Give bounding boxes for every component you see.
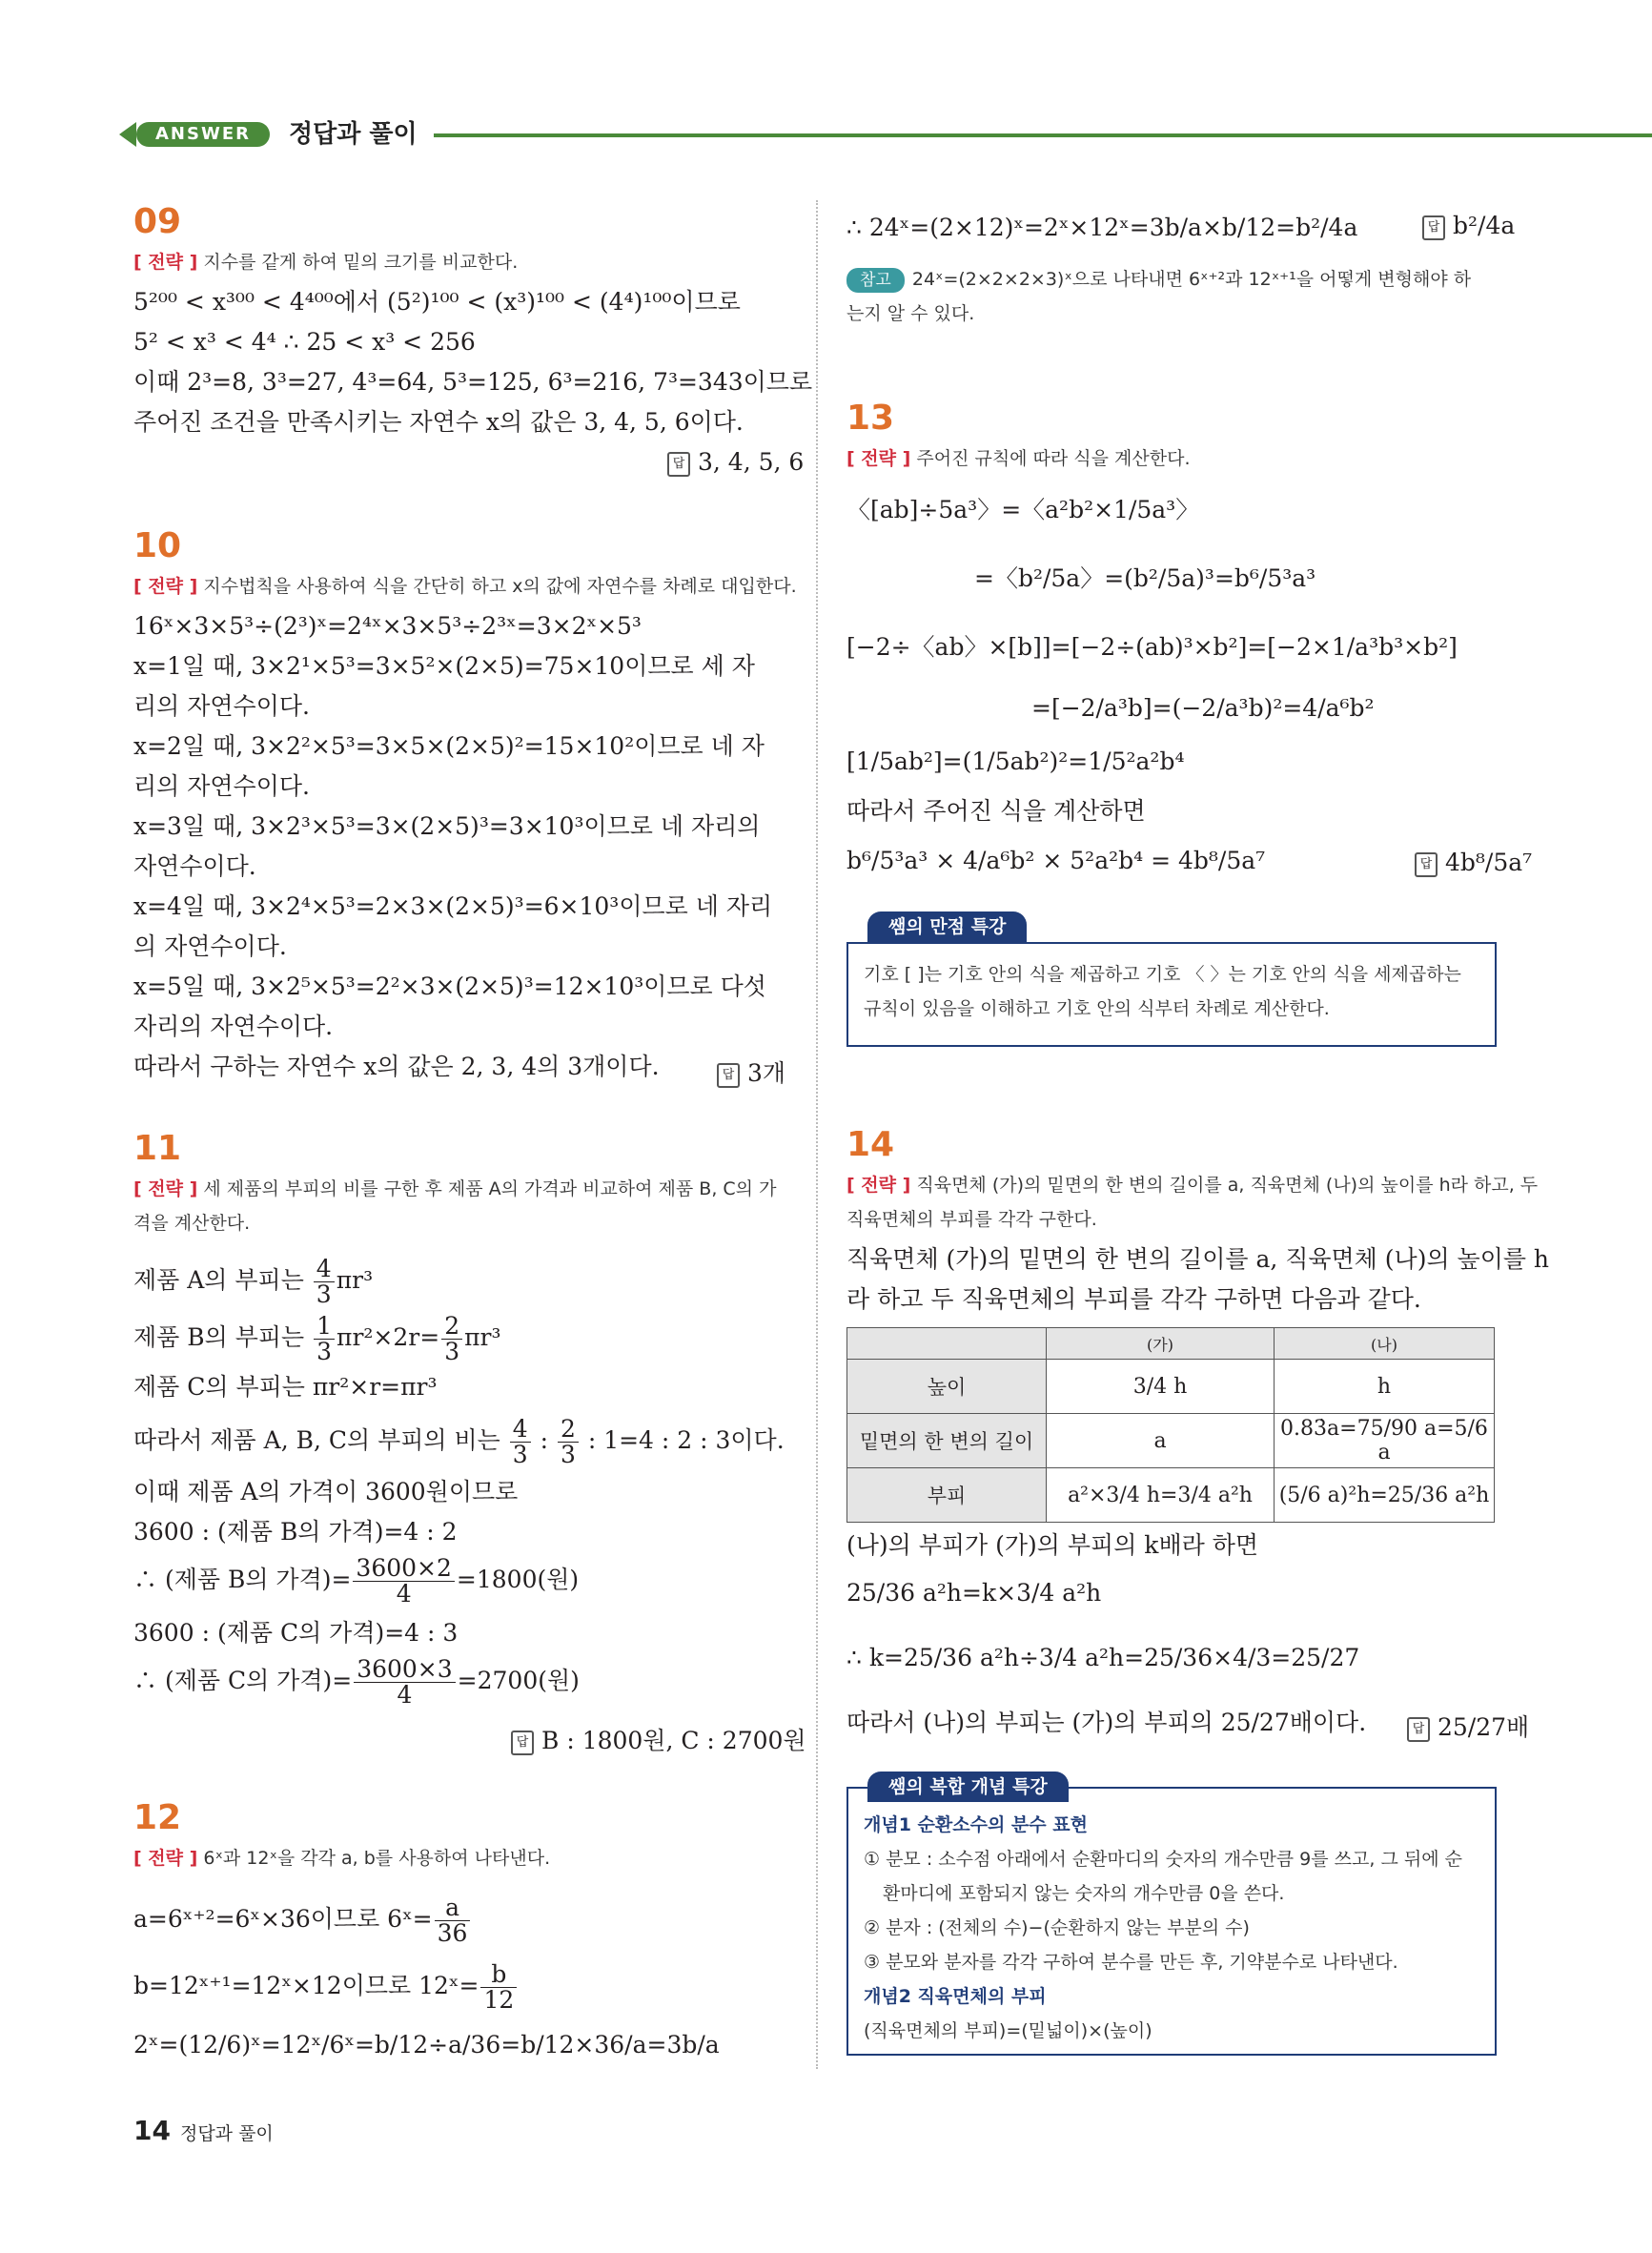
solution-line: 리의 자연수이다. xyxy=(133,692,310,720)
solution-line: 16ˣ×3×5³÷(2³)ˣ=2⁴ˣ×3×5³÷2³ˣ=3×2ˣ×5³ xyxy=(133,612,642,640)
concept-line: (직육면체의 부피)=(밑넓이)×(높이) xyxy=(864,2020,1152,2041)
strategy-text: 세 제품의 부피의 비를 구한 후 제품 A의 가격과 비교하여 제품 B, C의 가 xyxy=(203,1178,777,1199)
solution-line: 의 자연수이다. xyxy=(133,932,287,960)
answer-icon: 답 xyxy=(667,452,690,477)
solution-line: x=3일 때, 3×2³×5³=3×(2×5)³=3×10³이므로 네 자리의 xyxy=(133,812,761,840)
answer-line xyxy=(717,1055,785,1089)
numerator: b xyxy=(480,1962,517,1988)
concept-line: ③ 분모와 분자를 각각 구하여 분수를 만든 후, 기약분수로 나타낸다. xyxy=(864,1952,1398,1973)
problem-number: 14 xyxy=(846,1125,895,1164)
strategy-line xyxy=(133,570,797,603)
denominator: 3 xyxy=(560,1441,576,1468)
solution-line xyxy=(133,1257,373,1307)
tip-box-top-rule xyxy=(848,942,1495,944)
fraction xyxy=(480,1962,517,2013)
solution-line xyxy=(133,1556,579,1607)
fraction xyxy=(510,1417,531,1467)
table-cell: 3/4 h xyxy=(1047,1360,1275,1414)
numerator: 3600×2 xyxy=(353,1556,454,1582)
solution-line: x=4일 때, 3×2⁴×5³=2×3×(2×5)³=6×10³이므로 네 자리 xyxy=(133,892,773,920)
solution-line: 이때 2³=8, 3³=27, 4³=64, 5³=125, 6³=216, 7³=343이므로 xyxy=(133,368,813,396)
text: a=6ˣ⁺²=6ˣ×36이므로 6ˣ= xyxy=(133,1905,433,1933)
note-text: 24ˣ=(2×2×2×3)ˣ으로 나타내면 6ˣ⁺²과 12ˣ⁺¹을 어떻게 변형해야 하 xyxy=(911,269,1472,290)
numerator: a xyxy=(435,1895,471,1921)
tip-box xyxy=(846,916,1497,1047)
solution-line xyxy=(133,1962,519,2013)
answer-icon: 답 xyxy=(1415,852,1438,877)
answer-text: 4b⁸/5a⁷ xyxy=(1445,849,1533,876)
strategy-text: 6ˣ과 12ˣ을 각각 a, b를 사용하여 나타낸다. xyxy=(203,1848,551,1869)
denominator: 3 xyxy=(512,1441,528,1468)
text: =2700(원) xyxy=(457,1667,580,1694)
column-divider xyxy=(816,200,818,2069)
numerator: 2 xyxy=(441,1314,462,1340)
text: πr³ xyxy=(336,1266,374,1294)
table-cell: h xyxy=(1275,1360,1495,1414)
answer-icon: 답 xyxy=(1422,215,1445,240)
solution-line xyxy=(133,1895,472,1946)
page-footer xyxy=(133,2115,274,2146)
footer-label: 정답과 풀이 xyxy=(179,2123,274,2144)
numerator: 1 xyxy=(314,1314,335,1340)
text: =1800(원) xyxy=(456,1566,580,1593)
table-cell: 0.83̇a=75/90 a=5/6 a xyxy=(1275,1414,1495,1468)
strategy-line xyxy=(846,1169,1538,1201)
solution-line: 라 하고 두 직육면체의 부피를 각각 구하면 다음과 같다. xyxy=(846,1285,1421,1313)
text: : xyxy=(532,1426,556,1454)
numerator: 2 xyxy=(558,1417,579,1443)
strategy-tag: [ 전략 ] xyxy=(133,576,198,597)
solution-line: b⁶/5³a³ × 4/a⁶b² × 5²a²b⁴ = 4b⁸/5a⁷ xyxy=(846,847,1266,874)
fraction xyxy=(354,1657,455,1708)
answer-text: 3개 xyxy=(747,1059,786,1087)
solution-line: (나)의 부피가 (가)의 부피의 k배라 하면 xyxy=(846,1531,1258,1559)
tip-box-line: 규칙이 있음을 이해하고 기호 안의 식부터 차례로 계산한다. xyxy=(864,998,1330,1019)
strategy-text: 지수법칙을 사용하여 식을 간단히 하고 x의 값에 자연수를 차례로 대입한다. xyxy=(203,576,797,597)
concept-box-title: 쌤의 복합 개념 특강 xyxy=(867,1772,1069,1802)
table-header: (가) xyxy=(1047,1328,1275,1360)
text: b=12ˣ⁺¹=12ˣ×12이므로 12ˣ= xyxy=(133,1972,479,1999)
note-line xyxy=(846,263,1471,296)
solution-line: 따라서 구하는 자연수 x의 값은 2, 3, 4의 3개이다. xyxy=(133,1053,660,1080)
table-row xyxy=(847,1468,1495,1523)
solution-line: [−2÷〈ab〉×[b]]=[−2÷(ab)³×b²]=[−2×1/a³b³×b²] xyxy=(846,633,1458,661)
concept-line: ② 분자 : (전체의 수)−(순환하지 않는 부분의 수) xyxy=(864,1917,1250,1938)
volume-table xyxy=(846,1327,1495,1523)
table-cell: 높이 xyxy=(847,1360,1047,1414)
concept-heading: 개념2 직육면체의 부피 xyxy=(864,1986,1047,2007)
answer-text: 25/27배 xyxy=(1438,1713,1530,1741)
text: 제품 A의 부피는 xyxy=(133,1266,312,1294)
strategy-text: 직육면체 (가)의 밑면의 한 변의 길이를 a, 직육면체 (나)의 높이를 h라 하고, 두 xyxy=(916,1175,1539,1196)
solution-line: 제품 C의 부피는 πr²×r=πr³ xyxy=(133,1373,438,1401)
strategy-text: 지수를 같게 하여 밑의 크기를 비교한다. xyxy=(203,252,519,273)
fraction xyxy=(314,1314,335,1364)
table-cell: a²×3/4 h=3/4 a²h xyxy=(1047,1468,1275,1523)
solution-line: ∴ 24ˣ=(2×12)ˣ=2ˣ×12ˣ=3b/a×b/12=b²/4a xyxy=(846,214,1358,241)
table-header xyxy=(847,1328,1047,1360)
strategy-text: 주어진 규칙에 따라 식을 계산한다. xyxy=(916,448,1191,469)
text: : 1=4 : 2 : 3이다. xyxy=(580,1426,785,1454)
solution-line: =[−2/a³b]=(−2/a³b)²=4/a⁶b² xyxy=(1031,694,1375,722)
concept-heading: 개념1 순환소수의 분수 표현 xyxy=(864,1814,1088,1835)
numerator: 3600×3 xyxy=(354,1657,455,1683)
text: ∴ (제품 C의 가격)= xyxy=(133,1667,353,1694)
table-cell: a xyxy=(1047,1414,1275,1468)
fraction xyxy=(558,1417,579,1467)
answer-line xyxy=(511,1722,806,1756)
solution-line xyxy=(133,1417,785,1467)
strategy-tag: [ 전략 ] xyxy=(133,1178,198,1199)
solution-line: 3600 : (제품 C의 가격)=4 : 3 xyxy=(133,1619,459,1647)
strategy-tag: [ 전략 ] xyxy=(846,448,911,469)
strategy-line: 직육면체의 부피를 각각 구한다. xyxy=(846,1209,1097,1230)
strategy-tag: [ 전략 ] xyxy=(133,1848,198,1869)
table-cell: 부피 xyxy=(847,1468,1047,1523)
strategy-line: 격을 계산한다. xyxy=(133,1213,251,1234)
solution-line: 직육면체 (가)의 밑면의 한 변의 길이를 a, 직육면체 (나)의 높이를 h xyxy=(846,1245,1550,1273)
tip-box-title: 쌤의 만점 특강 xyxy=(867,911,1027,942)
page-header xyxy=(119,118,1652,153)
concept-box xyxy=(846,1776,1497,2056)
denominator: 4 xyxy=(397,1681,413,1709)
problem-number: 13 xyxy=(846,399,895,438)
answer-icon: 답 xyxy=(511,1731,534,1755)
solution-line xyxy=(133,1314,501,1364)
solution-line: [1/5ab²]=(1/5ab²)²=1/5²a²b⁴ xyxy=(846,748,1185,775)
problem-number: 12 xyxy=(133,1798,182,1837)
solution-line: 5² < x³ < 4⁴ ∴ 25 < x³ < 256 xyxy=(133,328,476,356)
problem-number: 11 xyxy=(133,1129,182,1168)
solution-line: =〈b²/5a〉=(b²/5a)³=b⁶/5³a³ xyxy=(974,564,1316,592)
table-cell: 밑면의 한 변의 길이 xyxy=(847,1414,1047,1468)
problem-number: 10 xyxy=(133,526,182,565)
solution-line: 자연수이다. xyxy=(133,852,256,880)
note-tag: 참고 xyxy=(846,268,905,293)
note-line: 는지 알 수 있다. xyxy=(846,303,975,324)
table-cell: (5/6 a)²h=25/36 a²h xyxy=(1275,1468,1495,1523)
numerator: 4 xyxy=(510,1417,531,1443)
fraction xyxy=(435,1895,471,1946)
table-row xyxy=(847,1360,1495,1414)
text: ∴ (제품 B의 가격)= xyxy=(133,1566,352,1593)
tip-box-line: 기호 [ ]는 기호 안의 식을 제곱하고 기호 〈 〉는 기호 안의 식을 세제곱하는 xyxy=(864,964,1461,985)
solution-line xyxy=(133,1657,580,1708)
text: 제품 B의 부피는 xyxy=(133,1323,313,1351)
table-header: (나) xyxy=(1275,1328,1495,1360)
solution-line: x=5일 때, 3×2⁵×5³=2²×3×(2×5)³=12×10³이므로 다섯 xyxy=(133,973,766,1000)
solution-line: 이때 제품 A의 가격이 3600원이므로 xyxy=(133,1478,519,1505)
solution-line: 25/36 a²h=k×3/4 a²h xyxy=(846,1579,1102,1607)
problem-number: 09 xyxy=(133,202,182,241)
answer-text: B : 1800원, C : 2700원 xyxy=(541,1727,806,1754)
answer-icon: 답 xyxy=(1407,1717,1430,1742)
concept-line: ① 분모 : 소수점 아래에서 순환마디의 숫자의 개수만큼 9를 쓰고, 그 뒤에 순 xyxy=(864,1849,1462,1870)
solution-line: 3600 : (제품 B의 가격)=4 : 2 xyxy=(133,1518,458,1546)
solution-line: x=2일 때, 3×2²×5³=3×5×(2×5)²=15×10²이므로 네 자 xyxy=(133,732,765,760)
solution-line: 5²⁰⁰ < x³⁰⁰ < 4⁴⁰⁰에서 (5²)¹⁰⁰ < (x³)¹⁰⁰ < (4⁴)¹⁰⁰이므로 xyxy=(133,288,741,316)
solution-line: 주어진 조건을 만족시키는 자연수 x의 값은 3, 4, 5, 6이다. xyxy=(133,408,744,436)
denominator: 12 xyxy=(483,1986,515,2014)
answer-line xyxy=(1407,1709,1529,1743)
answer-line xyxy=(1422,212,1515,240)
fraction xyxy=(441,1314,462,1364)
answer-badge-arrow xyxy=(119,122,136,147)
solution-line: x=1일 때, 3×2¹×5³=3×5²×(2×5)=75×10이므로 세 자 xyxy=(133,652,755,680)
answer-line xyxy=(1415,849,1532,877)
answer-text: 3, 4, 5, 6 xyxy=(698,448,805,476)
denominator: 36 xyxy=(437,1919,468,1947)
answer-text: b²/4a xyxy=(1453,212,1516,239)
solution-line: ∴ k=25/36 a²h÷3/4 a²h=25/36×4/3=25/27 xyxy=(846,1644,1360,1671)
solution-line: 따라서 주어진 식을 계산하면 xyxy=(846,797,1146,825)
solution-line: 2ˣ=(12/6)ˣ=12ˣ/6ˣ=b/12÷a/36=b/12×36/a=3b/a xyxy=(133,2031,720,2058)
answer-line xyxy=(667,448,804,477)
strategy-tag: [ 전략 ] xyxy=(846,1175,911,1196)
strategy-line xyxy=(133,1842,550,1874)
strategy-tag: [ 전략 ] xyxy=(133,252,198,273)
header-rule xyxy=(434,133,1652,137)
solution-line: 따라서 (나)의 부피는 (가)의 부피의 25/27배이다. xyxy=(846,1709,1367,1736)
table-header-row xyxy=(847,1328,1495,1360)
strategy-line xyxy=(133,1173,776,1205)
solution-line: 〈[ab]÷5a³〉=〈a²b²×1/5a³〉 xyxy=(846,496,1200,523)
text: πr³ xyxy=(464,1323,501,1351)
page-number: 14 xyxy=(133,2115,171,2146)
denominator: 3 xyxy=(316,1338,333,1365)
answer-badge: ANSWER xyxy=(136,122,270,147)
denominator: 4 xyxy=(396,1580,412,1608)
text: 따라서 제품 A, B, C의 부피의 비는 xyxy=(133,1426,508,1454)
numerator: 4 xyxy=(314,1257,335,1282)
strategy-line xyxy=(846,442,1191,475)
strategy-line xyxy=(133,246,518,278)
fraction xyxy=(353,1556,454,1607)
table-row xyxy=(847,1414,1495,1468)
answer-icon: 답 xyxy=(717,1063,740,1088)
denominator: 3 xyxy=(444,1338,460,1365)
header-title: 정답과 풀이 xyxy=(289,120,418,149)
concept-line: 환마디에 포함되지 않는 숫자의 개수만큼 0을 쓴다. xyxy=(883,1883,1285,1904)
solution-line: 자리의 자연수이다. xyxy=(133,1013,334,1040)
denominator: 3 xyxy=(316,1280,332,1308)
solution-line: 리의 자연수이다. xyxy=(133,772,310,800)
text: πr²×2r= xyxy=(337,1323,440,1351)
fraction xyxy=(314,1257,335,1307)
